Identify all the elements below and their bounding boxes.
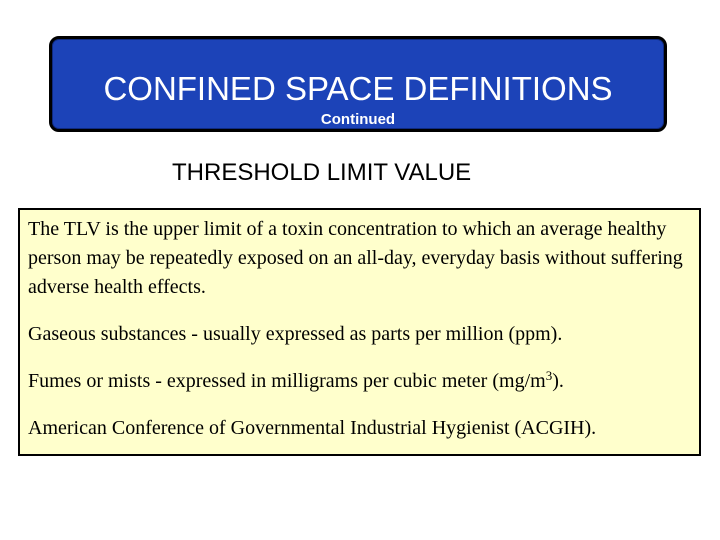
cubic-superscript: 3	[545, 368, 553, 383]
gaseous-substances-text: Gaseous substances - usually expressed as parts per million (ppm).	[28, 323, 563, 345]
title-banner	[49, 36, 667, 132]
definition-box	[18, 208, 701, 456]
acgih-text: American Conference of Governmental Industrial Hygienist (ACGIH).	[28, 417, 597, 439]
fumes-text-main: Fumes or mists - expressed in milligrams per cubic meter (mg/m	[28, 370, 546, 392]
section-heading: THRESHOLD LIMIT VALUE	[172, 159, 472, 186]
slide-subtitle: Continued	[320, 111, 396, 128]
fumes-mists-text	[28, 367, 695, 396]
fumes-text-end: ).	[552, 370, 564, 392]
tlv-definition-text: The TLV is the upper limit of a toxin concentration to which an average healthy person may be repeatedly exposed on an all-day, everyday basis without suffering adverse health effects.	[28, 218, 683, 298]
slide-title: CONFINED SPACE DEFINITIONS	[103, 70, 613, 107]
